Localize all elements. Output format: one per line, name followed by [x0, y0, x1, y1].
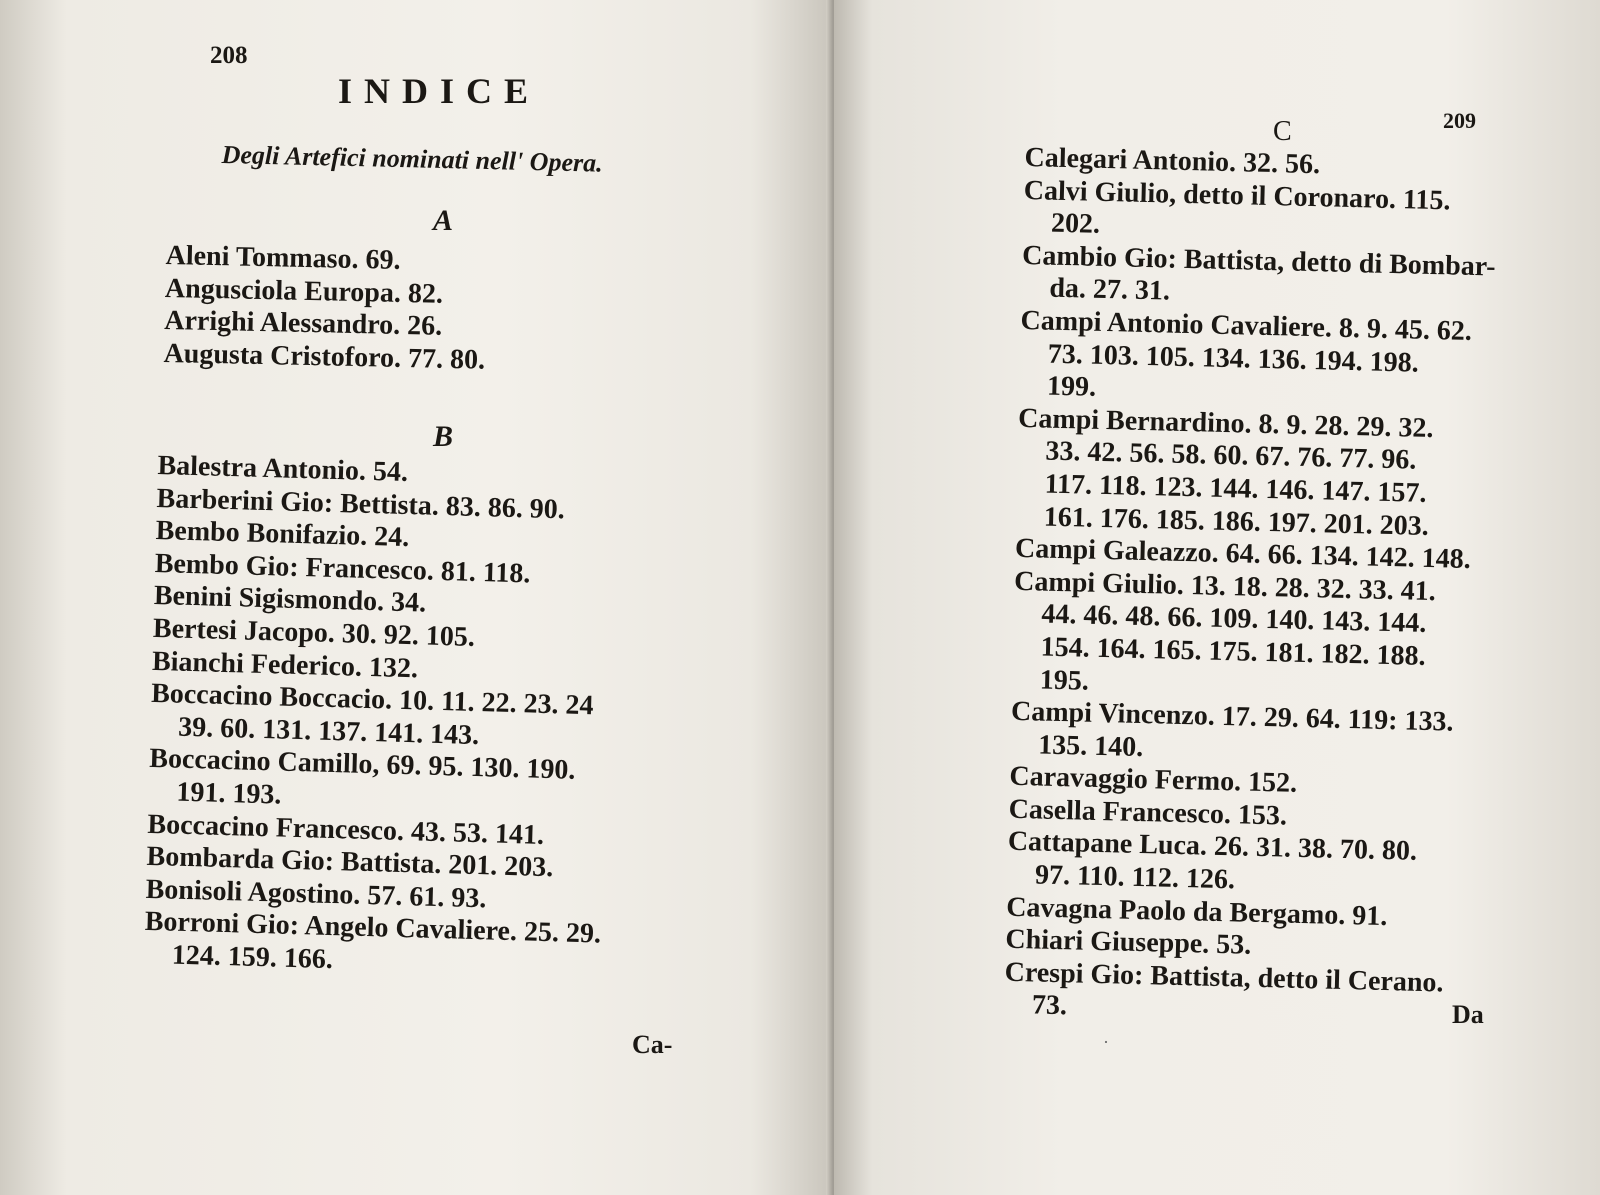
section-letter: C [1273, 116, 1292, 147]
entry-line: Bembo Bonifazio. 24. [155, 515, 410, 554]
entry-line: Campi Bernardino. 8. 9. 28. 29. 32. [1017, 402, 1434, 444]
entry-continuation: 33. 42. 56. 58. 60. 67. 76. 77. 96. [1045, 435, 1417, 476]
index-subheading: Degli Artefici nominati nell' Opera. [221, 140, 603, 178]
entry-continuation: 202. [1050, 207, 1101, 241]
index-section-b [143, 450, 614, 984]
entry-line: Boccacino Boccacio. 10. 11. 22. 23. 24 [150, 678, 594, 722]
entry-line: Chiari Giuseppe. 53. [1005, 924, 1252, 962]
entry-line: Aleni Tommaso. 69. [165, 240, 401, 276]
index-entry [1003, 957, 1478, 1034]
entry-line: Augusta Cristoforo. 77. 80. [163, 337, 486, 376]
entry-line: Cavagna Paolo da Bergamo. 91. [1005, 891, 1388, 932]
page-number: 208 [210, 42, 248, 69]
entry-continuation: 199. [1046, 370, 1097, 403]
catchword: Da [1452, 1000, 1484, 1029]
entry-continuation: 161. 176. 185. 186. 197. 201. 203. [1043, 501, 1430, 542]
index-entry [1021, 240, 1496, 317]
entry-line: Calvi Giulio, detto il Coronaro. 115. [1023, 174, 1451, 217]
entry-line: Borroni Gio: Angelo Cavaliere. 25. 29. [144, 906, 602, 950]
entry-continuation: da. 27. 31. [1049, 273, 1171, 307]
entry-line: Campi Vincenzo. 17. 29. 64. 119: 133. [1010, 695, 1454, 738]
entry-line: Barberini Gio: Bettista. 83. 86. 90. [156, 482, 566, 525]
entry-line: Campi Giulio. 13. 18. 28. 32. 33. 41. [1013, 565, 1437, 607]
entry-line: Bonisoli Agostino. 57. 61. 93. [145, 873, 487, 915]
entry-continuation: 117. 118. 123. 144. 146. 147. 157. [1044, 468, 1427, 509]
entry-continuation: 124. 159. 166. [171, 939, 334, 975]
entry-continuation: 195. [1039, 664, 1090, 697]
entry-continuation: 73. 103. 105. 134. 136. 194. 198. [1047, 338, 1420, 379]
entry-line: Bianchi Federico. 132. [151, 645, 419, 684]
entry-line: Angusciola Europa. 82. [164, 272, 444, 310]
entry-line: Boccacino Francesco. 43. 53. 141. [147, 808, 545, 851]
index-heading: INDICE [338, 71, 541, 111]
entry-continuation: 97. 110. 112. 126. [1034, 859, 1236, 896]
entry-continuation: 191. 193. [176, 776, 282, 811]
entry-line: Bembo Gio: Francesco. 81. 118. [154, 547, 531, 590]
entry-line: Caravaggio Fermo. 152. [1009, 761, 1298, 800]
entry-line: Cattapane Luca. 26. 31. 38. 70. 80. [1007, 826, 1418, 868]
index-entry [143, 906, 601, 984]
index-entry [1019, 305, 1495, 414]
section-letter: A [433, 204, 454, 237]
section-letter: B [433, 420, 454, 453]
catchword: Ca- [632, 1030, 673, 1059]
entry-line: Arrighi Alessandro. 26. [163, 305, 443, 342]
entry-line: Benini Sigismondo. 34. [153, 580, 427, 619]
entry-line: Bombarda Gio: Battista. 201. 203. [146, 840, 554, 884]
index-entry [1015, 403, 1491, 545]
index-entry [1007, 826, 1482, 903]
entry-continuation: 44. 46. 48. 66. 109. 140. 143. 144. [1041, 598, 1427, 640]
entry-line: Casella Francesco. 153. [1008, 793, 1288, 832]
entry-line: Crespi Gio: Battista, detto il Cerano. [1004, 956, 1444, 999]
index-entry [1023, 175, 1498, 252]
index-section-a [163, 240, 487, 377]
entry-line: Cambio Gio: Battista, detto di Bombar- [1021, 239, 1496, 283]
index-entry [1010, 696, 1485, 773]
entry-continuation: 135. 140. [1037, 729, 1144, 763]
entry-line: Boccacino Camillo, 69. 95. 130. 190. [148, 743, 576, 787]
index-section-c [1003, 142, 1498, 1033]
paper-speck: · [1103, 1032, 1109, 1052]
entry-line: Campi Galeazzo. 64. 66. 134. 142. 148. [1014, 533, 1472, 576]
entry-line: Bertesi Jacopo. 30. 92. 105. [152, 612, 476, 653]
entry-continuation: 39. 60. 131. 137. 141. 143. [177, 711, 480, 751]
entry-line: Campi Antonio Cavaliere. 8. 9. 45. 62. [1020, 304, 1473, 347]
page-number: 209 [1443, 108, 1476, 133]
entry-line: Balestra Antonio. 54. [157, 450, 409, 488]
entry-continuation: 73. [1031, 989, 1068, 1022]
index-entry [163, 338, 485, 377]
entry-continuation: 154. 164. 165. 175. 181. 182. 188. [1040, 631, 1426, 672]
entry-line: Calegari Antonio. 32. 56. [1024, 142, 1321, 181]
index-entry [1011, 566, 1487, 708]
